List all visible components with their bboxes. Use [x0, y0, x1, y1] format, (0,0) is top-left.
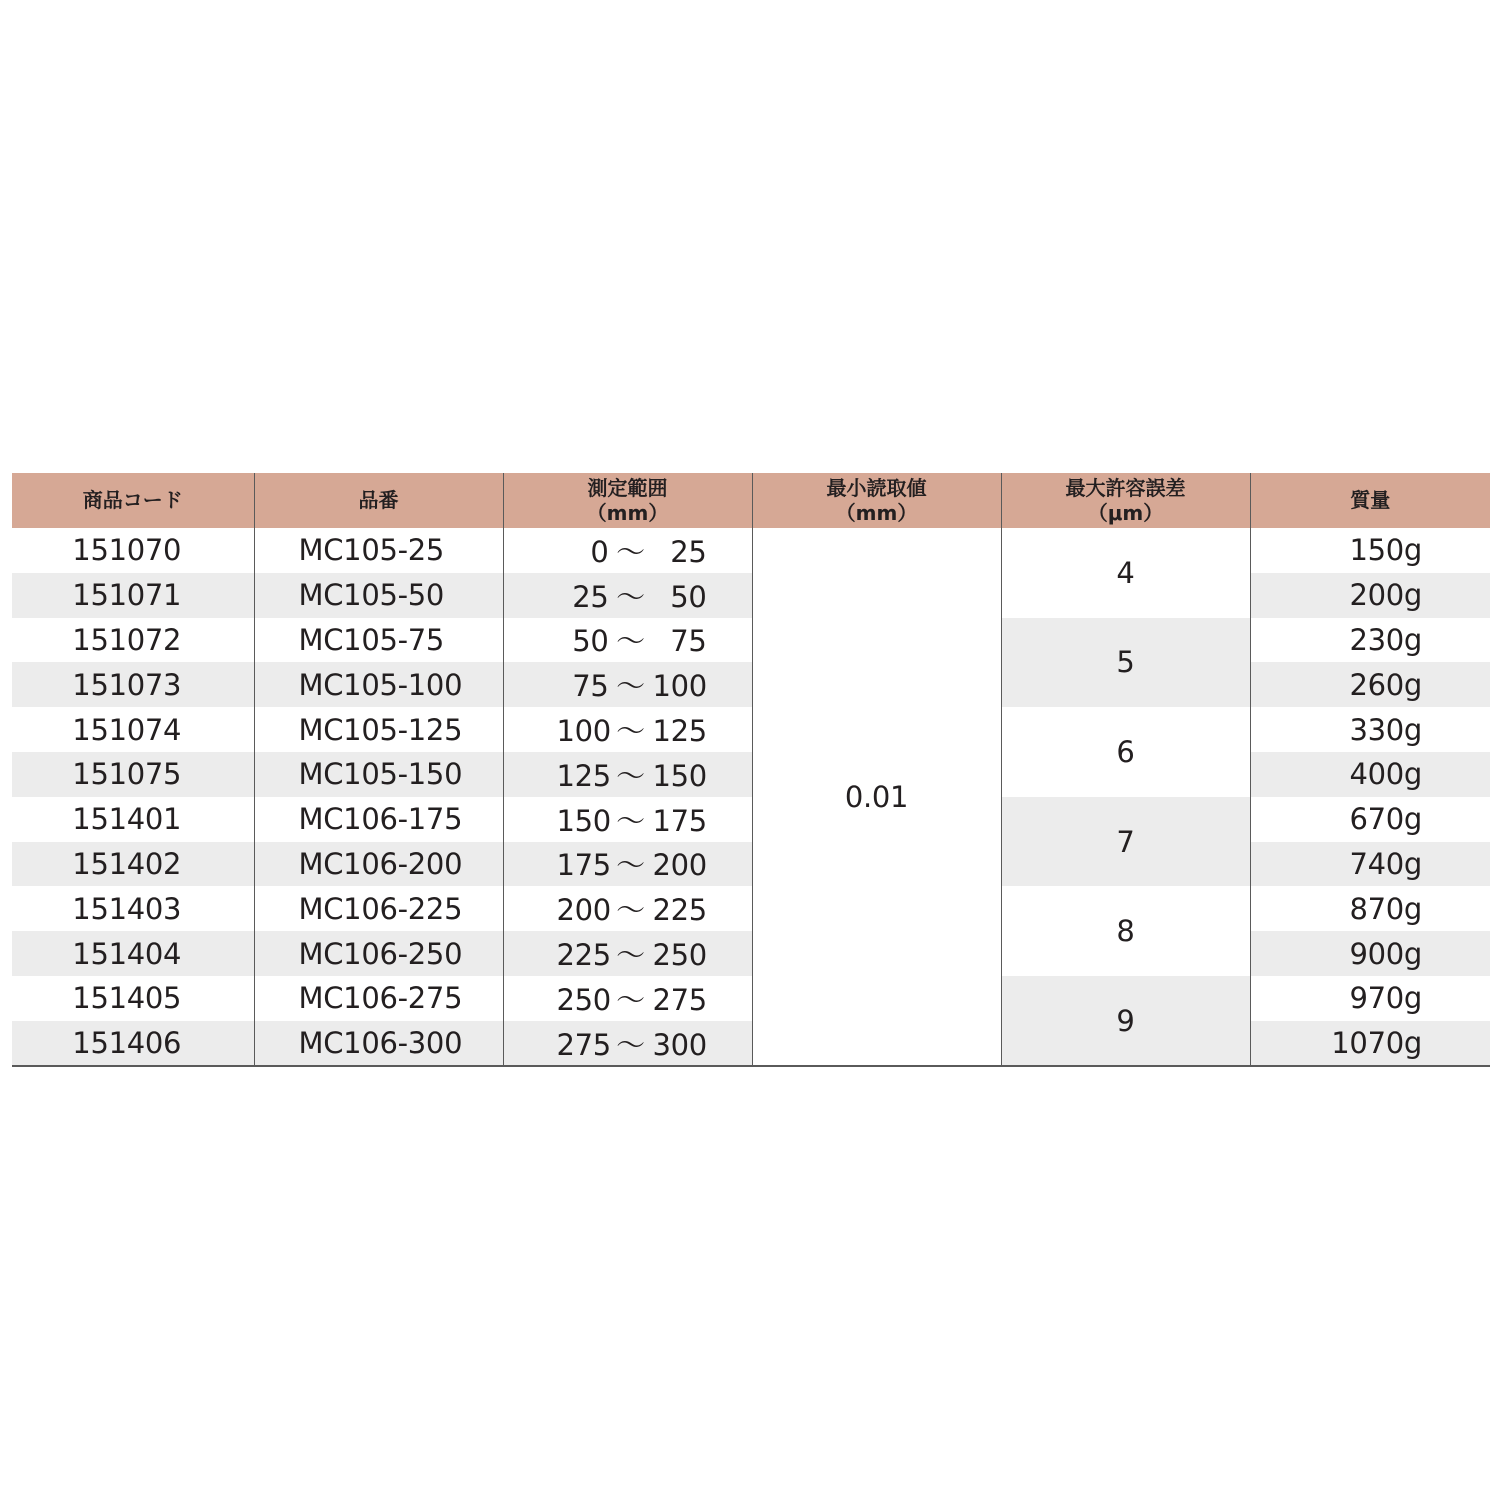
product-code-cell: 151404	[12, 931, 254, 976]
range-tilde: ～	[616, 579, 645, 614]
product-code-cell: 151401	[72, 802, 182, 837]
table-row	[12, 752, 1490, 797]
table-bottom-rule	[12, 1065, 1490, 1067]
mass-cell: 900g	[1250, 931, 1490, 976]
header-part-no: 品番	[254, 473, 503, 528]
range-low: 125	[556, 758, 611, 793]
max-error-cell: 5	[1001, 618, 1250, 708]
table-row	[12, 662, 1490, 707]
mass-cell: 260g	[1250, 662, 1490, 707]
table-row	[12, 1021, 1490, 1066]
range-high: 25	[670, 534, 707, 569]
mass-cell: 1070g	[1250, 1021, 1490, 1066]
range-low: 50	[572, 624, 609, 659]
part-number-cell: MC105-75	[254, 618, 503, 663]
header-error	[1001, 473, 1250, 528]
range-low: 225	[556, 938, 611, 973]
mass-cell: 740g	[1250, 842, 1490, 887]
measuring-range-cell	[503, 797, 752, 842]
table-row	[12, 618, 1490, 663]
table-row	[12, 573, 1490, 618]
resolution-cell: 0.01	[752, 528, 1001, 1066]
part-number-cell: MC105-50	[254, 573, 503, 618]
header-code: 商品コード	[12, 473, 254, 528]
range-tilde: ～	[616, 669, 645, 704]
range-low: 250	[556, 982, 611, 1017]
range-high: 275	[652, 982, 707, 1017]
header-range-title: 測定範囲	[587, 475, 668, 500]
range-tilde: ～	[616, 848, 645, 883]
part-number-cell: MC106-175	[254, 797, 503, 842]
range-low: 175	[556, 848, 611, 883]
mass-cell: 670g	[1250, 797, 1490, 842]
range-high: 250	[652, 938, 707, 973]
range-low: 150	[556, 803, 611, 838]
part-number-cell: MC106-300	[254, 1021, 503, 1066]
measuring-range-cell	[503, 1021, 752, 1066]
product-code-cell: 151403	[72, 891, 182, 926]
range-high: 150	[652, 758, 707, 793]
range-tilde: ～	[616, 982, 645, 1017]
header-error-unit: （μm）	[1087, 500, 1164, 525]
range-high: 300	[652, 1027, 707, 1062]
header-range-unit: （mm）	[586, 500, 669, 525]
range-low: 200	[556, 893, 611, 928]
measuring-range-cell	[503, 528, 752, 573]
range-high: 125	[652, 714, 707, 749]
max-error-cell: 9	[1001, 976, 1250, 1066]
range-tilde: ～	[616, 758, 645, 793]
table-row	[12, 976, 1490, 1021]
header-error-title: 最大許容誤差	[1065, 475, 1186, 500]
part-number-cell: MC105-150	[254, 752, 503, 797]
product-code-cell: 151071	[12, 573, 254, 618]
range-tilde: ～	[616, 803, 645, 838]
measuring-range-cell	[503, 976, 752, 1021]
part-number-cell: MC106-200	[254, 842, 503, 887]
product-code-cell: 151405	[72, 981, 182, 1016]
range-tilde: ～	[616, 1027, 645, 1062]
header-resolution	[752, 473, 1001, 528]
mass-cell: 330g	[1250, 707, 1490, 752]
table-row	[12, 797, 1490, 842]
measuring-range-cell	[503, 931, 752, 976]
product-code-cell: 151070	[72, 533, 182, 568]
measuring-range-cell	[503, 842, 752, 887]
range-tilde: ～	[616, 938, 645, 973]
range-low: 275	[556, 1027, 611, 1062]
part-number-cell: MC106-225	[254, 886, 503, 931]
range-tilde: ～	[616, 534, 645, 569]
table-body	[12, 528, 1490, 1066]
range-tilde: ～	[616, 714, 645, 749]
range-high: 175	[652, 803, 707, 838]
table-row	[12, 528, 1490, 573]
product-code-cell: 151406	[12, 1021, 254, 1066]
range-high: 100	[652, 669, 707, 704]
range-low: 75	[572, 669, 609, 704]
range-tilde: ～	[616, 624, 645, 659]
mass-cell: 200g	[1250, 573, 1490, 618]
product-code-cell: 151072	[72, 622, 182, 657]
measuring-range-cell	[503, 662, 752, 707]
spec-table	[12, 473, 1490, 1066]
table-row	[12, 886, 1490, 931]
part-number-cell: MC105-125	[254, 707, 503, 752]
table-row	[12, 842, 1490, 887]
range-low: 25	[572, 579, 609, 614]
range-low: 0	[590, 534, 609, 569]
range-tilde: ～	[616, 893, 645, 928]
header-resolution-unit: （mm）	[835, 500, 918, 525]
product-code-cell: 151073	[12, 662, 254, 707]
part-number-cell: MC106-275	[254, 976, 503, 1021]
part-number-cell: MC105-25	[254, 528, 503, 573]
header-row	[12, 473, 1490, 528]
part-number-cell: MC106-250	[254, 931, 503, 976]
measuring-range-cell	[503, 618, 752, 663]
measuring-range-cell	[503, 886, 752, 931]
range-high: 225	[652, 893, 707, 928]
header-range	[503, 473, 752, 528]
mass-cell: 400g	[1250, 752, 1490, 797]
max-error-cell: 8	[1001, 886, 1250, 976]
mass-cell: 870g	[1250, 886, 1490, 931]
measuring-range-cell	[503, 752, 752, 797]
part-number-cell: MC105-100	[254, 662, 503, 707]
header-mass: 質量	[1250, 473, 1490, 528]
mass-cell: 150g	[1250, 528, 1490, 573]
range-high: 75	[670, 624, 707, 659]
range-low: 100	[556, 714, 611, 749]
mass-cell: 230g	[1250, 618, 1490, 663]
max-error-cell: 4	[1001, 528, 1250, 618]
product-code-cell: 151074	[72, 712, 182, 747]
product-code-cell: 151075	[12, 752, 254, 797]
table-row	[12, 707, 1490, 752]
table-row	[12, 931, 1490, 976]
product-code-cell: 151402	[12, 842, 254, 887]
measuring-range-cell	[503, 707, 752, 752]
header-resolution-title: 最小読取値	[826, 475, 927, 500]
measuring-range-cell	[503, 573, 752, 618]
range-high: 50	[670, 579, 707, 614]
mass-cell: 970g	[1250, 976, 1490, 1021]
max-error-cell: 7	[1001, 797, 1250, 887]
max-error-cell: 6	[1001, 707, 1250, 797]
range-high: 200	[652, 848, 707, 883]
